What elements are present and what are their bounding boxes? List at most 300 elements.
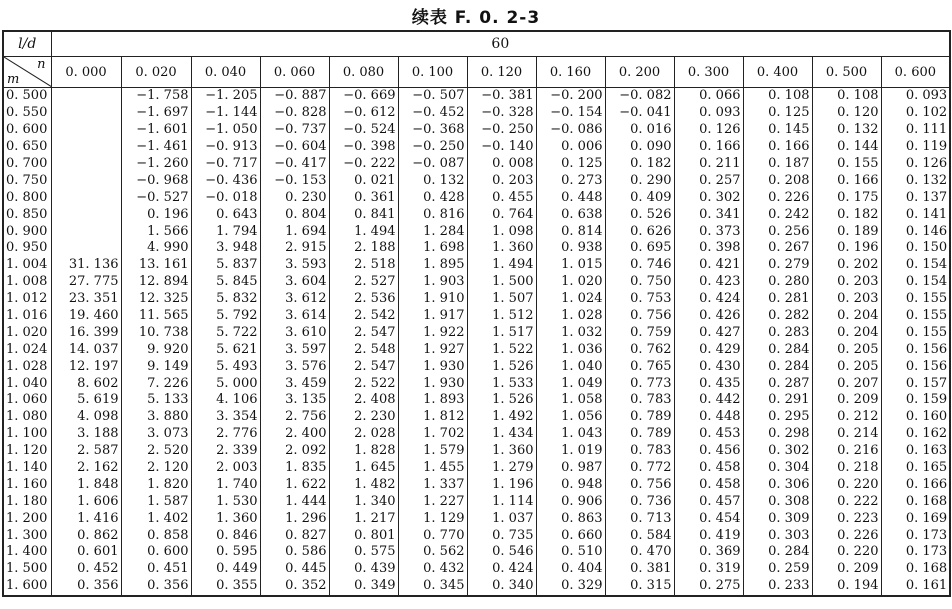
- table-cell: −0. 082: [605, 88, 674, 105]
- table-cell: 1. 058: [536, 392, 605, 409]
- row-label-m: 1. 028: [3, 358, 51, 375]
- table-cell: 2. 162: [51, 460, 121, 477]
- table-row: [3, 527, 950, 544]
- table-cell: 0. 145: [743, 122, 812, 139]
- data-table: [2, 30, 951, 597]
- table-cell: [51, 223, 121, 240]
- table-cell: 1. 043: [536, 426, 605, 443]
- table-cell: 3. 073: [121, 426, 191, 443]
- table-cell: 3. 880: [121, 409, 191, 426]
- table-cell: −0. 041: [605, 105, 674, 122]
- table-cell: 0. 356: [121, 578, 191, 596]
- table-cell: 1. 820: [121, 476, 191, 493]
- table-cell: 1. 895: [398, 257, 467, 274]
- table-cell: 0. 214: [812, 426, 881, 443]
- table-cell: 0. 356: [51, 578, 121, 596]
- table-cell: 0. 218: [812, 460, 881, 477]
- table-cell: −1. 758: [121, 88, 191, 105]
- table-cell: 0. 156: [881, 341, 950, 358]
- table-cell: −0. 222: [329, 156, 398, 173]
- table-cell: 0. 275: [674, 578, 743, 596]
- table-cell: 0. 772: [605, 460, 674, 477]
- table-cell: −1. 050: [191, 122, 260, 139]
- table-cell: 0. 282: [743, 308, 812, 325]
- table-cell: 1. 512: [467, 308, 536, 325]
- table-cell: 0. 155: [881, 324, 950, 341]
- table-cell: 3. 135: [260, 392, 329, 409]
- table-cell: [51, 122, 121, 139]
- row-label-m: 1. 004: [3, 257, 51, 274]
- table-cell: 0. 016: [605, 122, 674, 139]
- table-cell: 3. 610: [260, 324, 329, 341]
- table-cell: 0. 284: [743, 544, 812, 561]
- table-cell: 4. 106: [191, 392, 260, 409]
- row-label-m: 1. 160: [3, 476, 51, 493]
- table-cell: 0. 207: [812, 375, 881, 392]
- table-cell: 2. 756: [260, 409, 329, 426]
- table-cell: 0. 093: [881, 88, 950, 105]
- table-cell: 0. 398: [674, 240, 743, 257]
- row-label-m: 0. 900: [3, 223, 51, 240]
- table-cell: 0. 157: [881, 375, 950, 392]
- table-cell: [51, 206, 121, 223]
- table-cell: [51, 240, 121, 257]
- table-cell: 0. 295: [743, 409, 812, 426]
- table-cell: 1. 337: [398, 476, 467, 493]
- table-cell: 0. 858: [121, 527, 191, 544]
- table-cell: 0. 764: [467, 206, 536, 223]
- table-cell: 2. 230: [329, 409, 398, 426]
- table-cell: 2. 120: [121, 460, 191, 477]
- table-cell: 1. 492: [467, 409, 536, 426]
- table-cell: [51, 139, 121, 156]
- table-cell: 0. 600: [121, 544, 191, 561]
- table-cell: 0. 638: [536, 206, 605, 223]
- table-cell: 0. 166: [674, 139, 743, 156]
- table-cell: 0. 735: [467, 527, 536, 544]
- table-cell: 0. 863: [536, 510, 605, 527]
- table-cell: 1. 794: [191, 223, 260, 240]
- table-cell: 0. 008: [467, 156, 536, 173]
- table-cell: 2. 188: [329, 240, 398, 257]
- table-cell: 31. 136: [51, 257, 121, 274]
- table-cell: 1. 032: [536, 324, 605, 341]
- table-cell: 0. 770: [398, 527, 467, 544]
- table-cell: 0. 256: [743, 223, 812, 240]
- table-cell: 12. 197: [51, 358, 121, 375]
- table-cell: −0. 717: [191, 156, 260, 173]
- table-cell: 1. 694: [260, 223, 329, 240]
- table-cell: 0. 298: [743, 426, 812, 443]
- column-header: 0. 400: [743, 57, 812, 88]
- table-cell: 1. 340: [329, 493, 398, 510]
- table-cell: 0. 345: [398, 578, 467, 596]
- table-cell: 0. 428: [398, 189, 467, 206]
- table-row: [3, 561, 950, 578]
- table-cell: 0. 209: [812, 561, 881, 578]
- table-cell: 0. 308: [743, 493, 812, 510]
- table-row: [3, 392, 950, 409]
- table-cell: 1. 037: [467, 510, 536, 527]
- table-cell: 1. 416: [51, 510, 121, 527]
- table-cell: 0. 166: [743, 139, 812, 156]
- table-cell: 0. 160: [881, 409, 950, 426]
- row-label-m: 0. 800: [3, 189, 51, 206]
- table-cell: 1. 482: [329, 476, 398, 493]
- table-row: [3, 341, 950, 358]
- table-cell: 0. 166: [881, 476, 950, 493]
- table-cell: 0. 168: [881, 493, 950, 510]
- table-cell: 10. 738: [121, 324, 191, 341]
- table-cell: 0. 119: [881, 139, 950, 156]
- row-label-m: 0. 750: [3, 172, 51, 189]
- table-cell: 0. 144: [812, 139, 881, 156]
- table-cell: 0. 155: [881, 291, 950, 308]
- table-cell: 0. 906: [536, 493, 605, 510]
- table-cell: 1. 507: [467, 291, 536, 308]
- table-cell: 0. 223: [812, 510, 881, 527]
- table-cell: 0. 173: [881, 544, 950, 561]
- table-cell: 0. 409: [605, 189, 674, 206]
- table-cell: 0. 208: [743, 172, 812, 189]
- table-cell: 0. 756: [605, 308, 674, 325]
- table-cell: 0. 204: [812, 324, 881, 341]
- table-cell: 0. 575: [329, 544, 398, 561]
- table-cell: 1. 217: [329, 510, 398, 527]
- table-cell: 1. 296: [260, 510, 329, 527]
- table-cell: 1. 402: [121, 510, 191, 527]
- table-cell: [51, 156, 121, 173]
- table-cell: 4. 990: [121, 240, 191, 257]
- table-cell: 0. 352: [260, 578, 329, 596]
- table-cell: 0. 753: [605, 291, 674, 308]
- table-cell: 1. 526: [467, 392, 536, 409]
- row-label-m: 0. 850: [3, 206, 51, 223]
- table-cell: [51, 105, 121, 122]
- table-cell: 2. 092: [260, 443, 329, 460]
- table-cell: 0. 765: [605, 358, 674, 375]
- table-cell: 0. 202: [812, 257, 881, 274]
- table-cell: 0. 453: [674, 426, 743, 443]
- table-cell: 1. 129: [398, 510, 467, 527]
- table-cell: 0. 303: [743, 527, 812, 544]
- table-cell: 13. 161: [121, 257, 191, 274]
- table-cell: 0. 205: [812, 341, 881, 358]
- table-title: 续表 F. 0. 2-3: [411, 8, 541, 28]
- table-cell: 0. 154: [881, 257, 950, 274]
- table-cell: 27. 775: [51, 274, 121, 291]
- row-label-m: 1. 300: [3, 527, 51, 544]
- row-label-m: 0. 700: [3, 156, 51, 173]
- table-cell: 1. 622: [260, 476, 329, 493]
- table-cell: 0. 419: [674, 527, 743, 544]
- table-cell: 0. 470: [605, 544, 674, 561]
- table-cell: 0. 456: [674, 443, 743, 460]
- table-cell: 0. 182: [605, 156, 674, 173]
- table-cell: 1. 036: [536, 341, 605, 358]
- table-cell: 0. 424: [467, 561, 536, 578]
- table-cell: 0. 283: [743, 324, 812, 341]
- table-cell: 0. 280: [743, 274, 812, 291]
- table-cell: 0. 750: [605, 274, 674, 291]
- table-cell: 0. 452: [51, 561, 121, 578]
- column-header: 0. 000: [51, 57, 121, 88]
- table-cell: 11. 565: [121, 308, 191, 325]
- table-cell: 0. 660: [536, 527, 605, 544]
- table-row: [3, 578, 950, 596]
- row-label-m: 0. 600: [3, 122, 51, 139]
- table-cell: 4. 098: [51, 409, 121, 426]
- table-cell: 5. 000: [191, 375, 260, 392]
- table-cell: 1. 098: [467, 223, 536, 240]
- table-cell: 0. 220: [812, 544, 881, 561]
- table-cell: −0. 604: [260, 139, 329, 156]
- column-header: 0. 200: [605, 57, 674, 88]
- table-cell: −0. 250: [398, 139, 467, 156]
- table-cell: 1. 903: [398, 274, 467, 291]
- table-row: [3, 375, 950, 392]
- table-cell: 0. 827: [260, 527, 329, 544]
- table-cell: 0. 427: [674, 324, 743, 341]
- table-row: [3, 510, 950, 527]
- table-cell: 0. 584: [605, 527, 674, 544]
- table-cell: [51, 88, 121, 105]
- table-cell: 0. 373: [674, 223, 743, 240]
- table-row: [3, 274, 950, 291]
- table-cell: 2. 776: [191, 426, 260, 443]
- column-header: 0. 600: [881, 57, 950, 88]
- row-label-m: 1. 120: [3, 443, 51, 460]
- table-cell: 0. 510: [536, 544, 605, 561]
- table-cell: 1. 114: [467, 493, 536, 510]
- table-cell: 1. 196: [467, 476, 536, 493]
- table-cell: 2. 536: [329, 291, 398, 308]
- table-row: [3, 308, 950, 325]
- table-cell: 0. 862: [51, 527, 121, 544]
- table-cell: 0. 586: [260, 544, 329, 561]
- table-cell: 1. 698: [398, 240, 467, 257]
- table-cell: −0. 913: [191, 139, 260, 156]
- table-cell: 1. 530: [191, 493, 260, 510]
- row-label-m: 1. 024: [3, 341, 51, 358]
- table-cell: 0. 457: [674, 493, 743, 510]
- table-cell: 0. 713: [605, 510, 674, 527]
- row-label-m: 1. 016: [3, 308, 51, 325]
- table-cell: −0. 968: [121, 172, 191, 189]
- table-cell: 8. 602: [51, 375, 121, 392]
- table-cell: −0. 612: [329, 105, 398, 122]
- table-cell: 0. 562: [398, 544, 467, 561]
- row-label-m: 1. 008: [3, 274, 51, 291]
- header-row-group: [3, 31, 950, 57]
- table-cell: 12. 325: [121, 291, 191, 308]
- table-cell: 0. 166: [812, 172, 881, 189]
- table-cell: 1. 930: [398, 375, 467, 392]
- corner-label-ld: l/d: [3, 31, 51, 57]
- table-cell: 0. 230: [260, 189, 329, 206]
- table-cell: 0. 222: [812, 493, 881, 510]
- table-cell: 1. 024: [536, 291, 605, 308]
- table-row: [3, 172, 950, 189]
- table-cell: 0. 284: [743, 358, 812, 375]
- table-cell: 1. 015: [536, 257, 605, 274]
- table-cell: 0. 302: [743, 443, 812, 460]
- table-row: [3, 257, 950, 274]
- table-body: [3, 88, 950, 596]
- table-cell: 0. 216: [812, 443, 881, 460]
- table-cell: 1. 848: [51, 476, 121, 493]
- table-cell: 3. 597: [260, 341, 329, 358]
- table-cell: 14. 037: [51, 341, 121, 358]
- table-cell: 0. 448: [674, 409, 743, 426]
- table-cell: 0. 938: [536, 240, 605, 257]
- table-row: [3, 460, 950, 477]
- table-cell: 1. 455: [398, 460, 467, 477]
- table-cell: 0. 281: [743, 291, 812, 308]
- table-cell: 0. 196: [812, 240, 881, 257]
- table-cell: 0. 141: [881, 206, 950, 223]
- table-cell: 0. 290: [605, 172, 674, 189]
- table-cell: 0. 189: [812, 223, 881, 240]
- table-cell: 9. 920: [121, 341, 191, 358]
- row-label-m: 1. 500: [3, 561, 51, 578]
- table-cell: 0. 159: [881, 392, 950, 409]
- table-cell: 1. 360: [467, 240, 536, 257]
- table-cell: 16. 399: [51, 324, 121, 341]
- table-cell: 0. 125: [743, 105, 812, 122]
- table-cell: 0. 762: [605, 341, 674, 358]
- table-cell: 0. 120: [812, 105, 881, 122]
- table-cell: 0. 455: [467, 189, 536, 206]
- table-cell: 0. 448: [536, 189, 605, 206]
- table-cell: 0. 093: [674, 105, 743, 122]
- column-header: 0. 060: [260, 57, 329, 88]
- table-cell: −0. 154: [536, 105, 605, 122]
- table-row: [3, 156, 950, 173]
- table-cell: 1. 444: [260, 493, 329, 510]
- table-cell: 0. 948: [536, 476, 605, 493]
- table-cell: 0. 291: [743, 392, 812, 409]
- table-cell: 1. 360: [467, 443, 536, 460]
- table-cell: 1. 566: [121, 223, 191, 240]
- table-cell: 1. 740: [191, 476, 260, 493]
- table-cell: 0. 814: [536, 223, 605, 240]
- row-label-m: 1. 060: [3, 392, 51, 409]
- table-cell: 0. 273: [536, 172, 605, 189]
- table-cell: 0. 442: [674, 392, 743, 409]
- table-cell: 3. 948: [191, 240, 260, 257]
- table-cell: 1. 494: [329, 223, 398, 240]
- table-cell: 0. 220: [812, 476, 881, 493]
- table-cell: 0. 429: [674, 341, 743, 358]
- table-cell: 5. 845: [191, 274, 260, 291]
- table-cell: −0. 737: [260, 122, 329, 139]
- table-row: [3, 139, 950, 156]
- table-cell: 1. 533: [467, 375, 536, 392]
- table-row: [3, 409, 950, 426]
- table-cell: 5. 832: [191, 291, 260, 308]
- table-cell: 5. 493: [191, 358, 260, 375]
- table-cell: 0. 789: [605, 409, 674, 426]
- table-cell: 0. 783: [605, 443, 674, 460]
- table-cell: 19. 460: [51, 308, 121, 325]
- table-cell: 0. 155: [812, 156, 881, 173]
- table-cell: 3. 188: [51, 426, 121, 443]
- table-cell: 3. 604: [260, 274, 329, 291]
- table-cell: 2. 522: [329, 375, 398, 392]
- table-cell: 1. 019: [536, 443, 605, 460]
- table-cell: 1. 893: [398, 392, 467, 409]
- table-cell: −0. 452: [398, 105, 467, 122]
- table-cell: 5. 619: [51, 392, 121, 409]
- table-cell: 0. 846: [191, 527, 260, 544]
- row-label-m: 1. 200: [3, 510, 51, 527]
- table-cell: 0. 458: [674, 476, 743, 493]
- table-cell: 3. 614: [260, 308, 329, 325]
- table-cell: 0. 736: [605, 493, 674, 510]
- table-cell: 0. 259: [743, 561, 812, 578]
- row-label-m: 1. 600: [3, 578, 51, 596]
- table-cell: 0. 108: [743, 88, 812, 105]
- table-cell: 0. 175: [812, 189, 881, 206]
- table-cell: 0. 454: [674, 510, 743, 527]
- column-header: 0. 020: [121, 57, 191, 88]
- table-row: [3, 88, 950, 105]
- table-cell: 0. 257: [674, 172, 743, 189]
- table-cell: 0. 349: [329, 578, 398, 596]
- table-cell: −0. 328: [467, 105, 536, 122]
- table-cell: −0. 524: [329, 122, 398, 139]
- table-cell: 5. 133: [121, 392, 191, 409]
- table-cell: 1. 927: [398, 341, 467, 358]
- table-cell: 0. 203: [467, 172, 536, 189]
- table-cell: −0. 200: [536, 88, 605, 105]
- table-cell: 0. 161: [881, 578, 950, 596]
- table-cell: 0. 204: [812, 308, 881, 325]
- table-cell: 0. 203: [812, 291, 881, 308]
- table-cell: 1. 040: [536, 358, 605, 375]
- table-row: [3, 493, 950, 510]
- header-row-n-values: [3, 57, 950, 88]
- group-header-60: 60: [51, 31, 950, 57]
- table-cell: −1. 697: [121, 105, 191, 122]
- table-cell: 0. 421: [674, 257, 743, 274]
- table-cell: 0. 746: [605, 257, 674, 274]
- table-row: [3, 426, 950, 443]
- table-cell: −1. 601: [121, 122, 191, 139]
- table-cell: 0. 132: [881, 172, 950, 189]
- row-label-m: 1. 180: [3, 493, 51, 510]
- table-cell: 2. 400: [260, 426, 329, 443]
- table-cell: 0. 154: [881, 274, 950, 291]
- table-cell: 1. 702: [398, 426, 467, 443]
- table-cell: 1. 522: [467, 341, 536, 358]
- table-cell: 0. 445: [260, 561, 329, 578]
- table-cell: 0. 430: [674, 358, 743, 375]
- table-row: [3, 223, 950, 240]
- table-cell: 0. 162: [881, 426, 950, 443]
- column-header: 0. 500: [812, 57, 881, 88]
- table-cell: −0. 086: [536, 122, 605, 139]
- table-cell: −0. 087: [398, 156, 467, 173]
- column-header: 0. 100: [398, 57, 467, 88]
- table-cell: 0. 546: [467, 544, 536, 561]
- table-cell: 0. 423: [674, 274, 743, 291]
- table-cell: −0. 153: [260, 172, 329, 189]
- table-cell: 0. 369: [674, 544, 743, 561]
- table-cell: 0. 203: [812, 274, 881, 291]
- table-cell: 0. 132: [398, 172, 467, 189]
